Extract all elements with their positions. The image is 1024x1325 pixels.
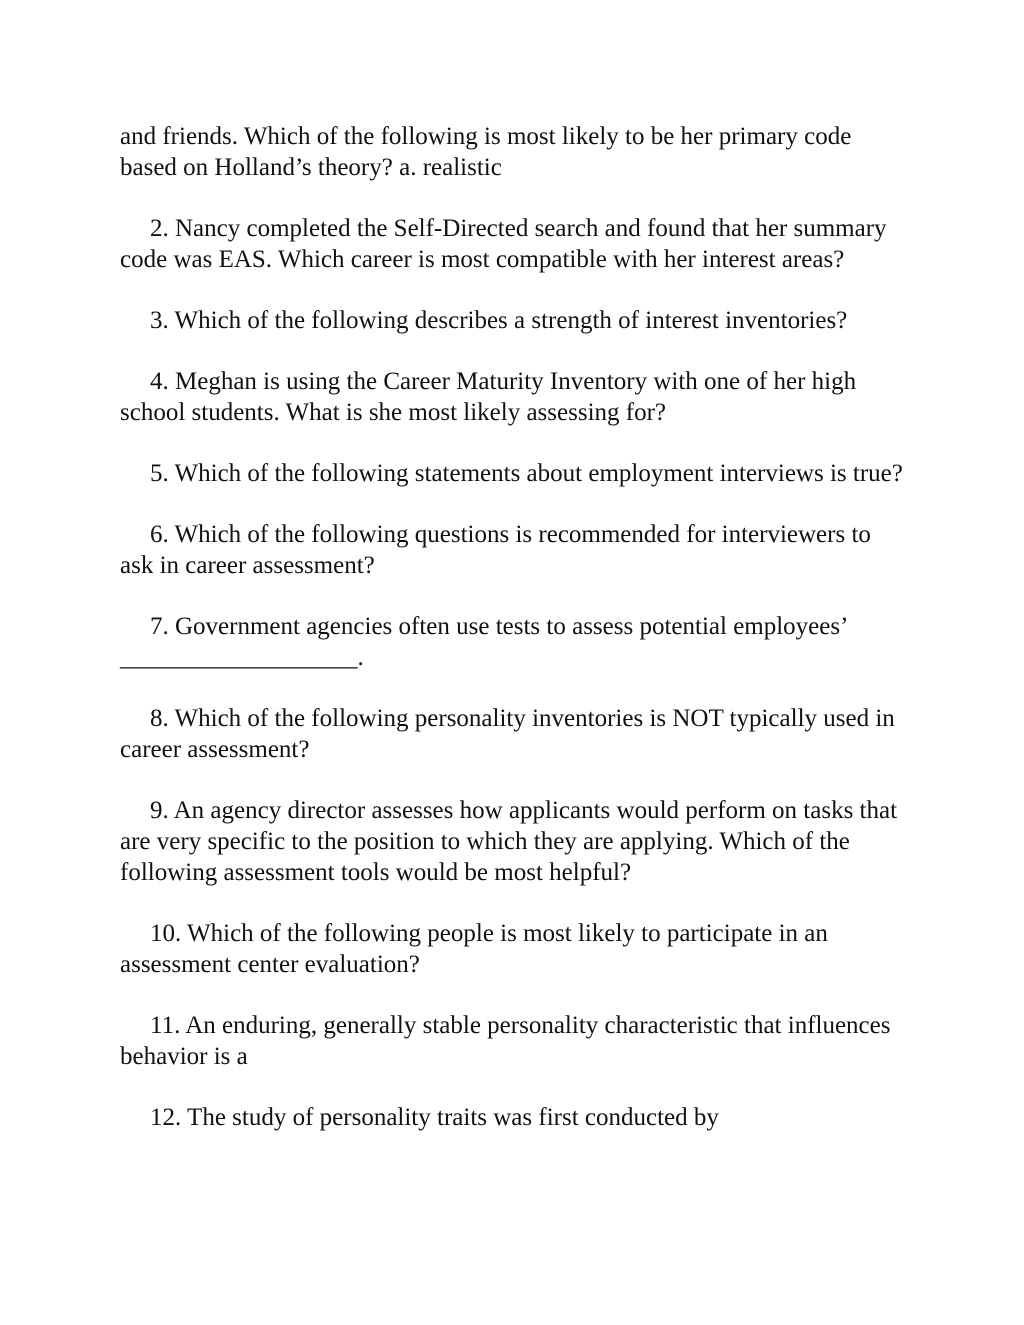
question-11: 11. An enduring, generally stable personality characteristic that influences behavior is a (120, 1012, 891, 1070)
question-7: 7. Government agencies often use tests to assess potential employees’ ___________________. (120, 613, 847, 671)
document-page (120, 121, 910, 1163)
question-5: 5. Which of the following statements about employment interviews is true? (150, 460, 903, 487)
question-4: 4. Meghan is using the Career Maturity Inventory with one of her high school students. What is she most likely assessing for? (120, 368, 857, 426)
paragraph-continuation: and friends. Which of the following is most likely to be her primary code based on Holland’s theory? a. realistic (120, 123, 852, 181)
question-9: 9. An agency director assesses how applicants would perform on tasks that are very specific to the position to which they are applying. Which of the following assessment tools would be most helpful? (120, 797, 898, 886)
question-2: 2. Nancy completed the Self-Directed search and found that her summary code was EAS. Which career is most compatible with her interest areas? (120, 215, 887, 273)
question-8: 8. Which of the following personality inventories is NOT typically used in career assessment? (120, 705, 895, 763)
question-6: 6. Which of the following questions is recommended for interviewers to ask in career assessment? (120, 521, 871, 579)
question-10: 10. Which of the following people is most likely to participate in an assessment center evaluation? (120, 920, 828, 978)
question-12: 12. The study of personality traits was first conducted by (150, 1104, 719, 1131)
question-3: 3. Which of the following describes a strength of interest inventories? (150, 307, 848, 334)
